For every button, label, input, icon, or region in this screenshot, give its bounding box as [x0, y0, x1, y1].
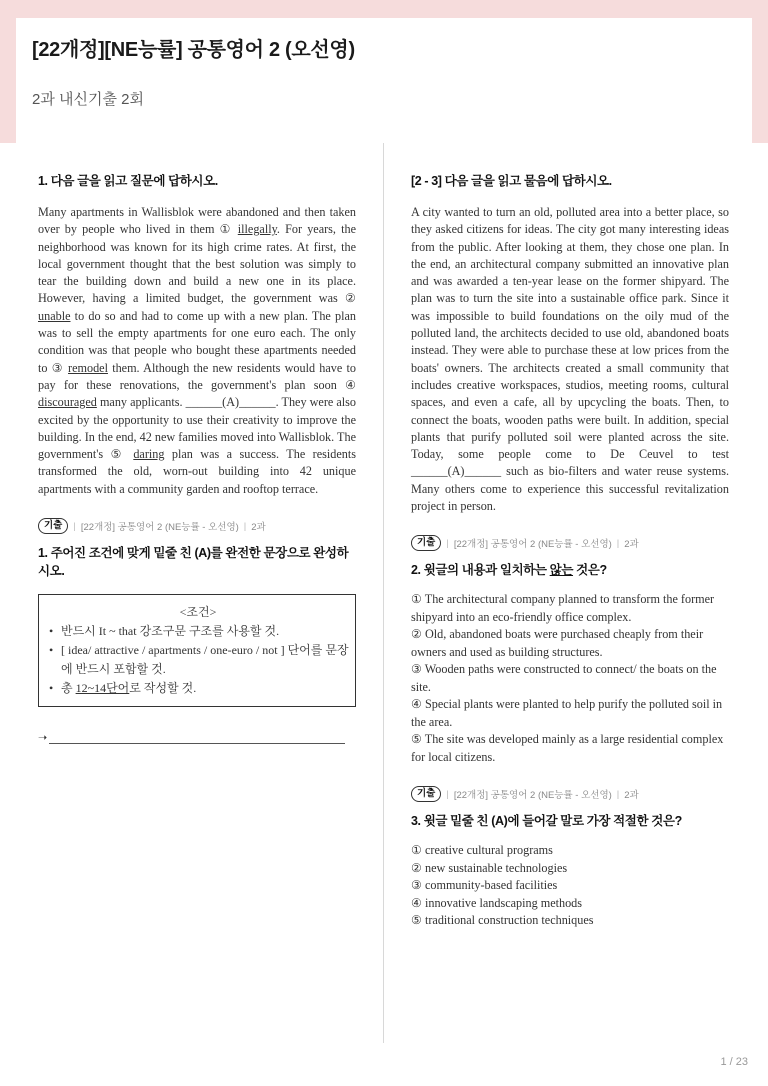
question-3-options	[411, 842, 729, 930]
underlined-word-5: daring	[133, 447, 165, 462]
question-2-title: 2. 윗글의 내용과 일치하는 않는 것은?	[411, 563, 607, 578]
question-source-tag: 기출 | [22개정] 공통영어 2 (NE능률 - 오선영) | 2과	[38, 518, 356, 534]
answer-option[interactable]: ② Old, abandoned boats were purchased cheaply from their owners and used as building structures.	[411, 627, 704, 659]
column-divider	[383, 143, 384, 1043]
source-text: [22개정] 공통영어 2 (NE능률 - 오선영)	[453, 790, 612, 802]
source-badge: 기출	[411, 786, 441, 802]
answer-option[interactable]: ⑤ traditional construction techniques	[411, 913, 594, 928]
answer-option[interactable]: ① creative cultural programs	[411, 843, 553, 858]
underlined-word-4: discouraged	[38, 395, 97, 410]
left-column	[38, 172, 356, 744]
document-subtitle: 2과 내신기출 2회	[32, 91, 144, 108]
source-text: [22개정] 공통영어 2 (NE능률 - 오선영)	[453, 539, 612, 551]
answer-option[interactable]: ② new sustainable technologies	[411, 860, 568, 875]
question-source-tag: 기출 | [22개정] 공통영어 2 (NE능률 - 오선영) | 2과	[411, 535, 729, 551]
arrow-icon: ➝	[38, 732, 48, 745]
underlined-word-2: unable	[38, 308, 71, 323]
source-badge: 기출	[411, 535, 441, 551]
answer-option[interactable]: ④ innovative landscaping methods	[411, 895, 583, 910]
source-lesson: 2과	[624, 539, 639, 551]
answer-option[interactable]: ① The architectural company planned to transform the former shipyard into an eco-friendly office complex.	[411, 592, 715, 624]
answer-option[interactable]: ⑤ The site was developed mainly as a large residential complex for local citizens.	[411, 732, 724, 764]
question-source-tag: 기출 | [22개정] 공통영어 2 (NE능률 - 오선영) | 2과	[411, 786, 729, 802]
answer-blank	[49, 735, 345, 744]
document-title: [22개정][NE능률] 공통영어 2 (오선영)	[32, 39, 355, 61]
source-lesson: 2과	[251, 522, 266, 534]
question-2-options	[411, 591, 729, 766]
answer-option[interactable]: ④ Special plants were planted to help purify the polluted soil in the area.	[411, 697, 723, 729]
underlined-word-3: remodel	[68, 360, 108, 375]
passage-2-heading: [2 - 3] 다음 글을 읽고 물음에 답하시오.	[411, 174, 612, 188]
source-text: [22개정] 공통영어 2 (NE능률 - 오선영)	[80, 522, 239, 534]
condition-item: • 총 12~14단어로 작성할 것.	[47, 679, 349, 698]
passage-1-heading: 1. 다음 글을 읽고 질문에 답하시오.	[38, 174, 218, 188]
passage-1-text: Many apartments in Wallisblok were abandoned and then taken over by people who lived in them ① illegally. For years, the neighborhood was known for its high crime rates. At first, the local government thought that the best solution was simply to tear the building down and build a new one in its place. However, having a limited budget, the government was ② unable to do so and had to come up with a new plan. The plan was to sell the empty apartments for one euro each. The only condition was that people who bought these apartments needed to ③ remodel them. Although the new residents would have to pay for these renovations, the government's plan soon ④ discouraged many applicants. ______(A)______. They were also excited by the opportunity to use their creativity to improve the building. In the end, 42 new families moved into Wallisblok. The government's ⑤ daring plan was a success. The residents transformed the old, worn-out building into 42 unique apartments with a community garden and rooftop terrace.	[38, 205, 356, 496]
passage-2-text: A city wanted to turn an old, polluted area into a better place, so they asked citizens for ideas. The city got many interesting ideas from the public. After looking at them, they chose one plan. In the end, an architectural company submitted an innovative plan and was awarded a ten-year lease on the former shipyard. The plan was to turn the site into a sustainable office park. Since it was impossible to build foundations on the oily mud of the polluted land, the architects decided to use old, abandoned boats instead. They were able to purchase these at low prices from the boats' owners. The architects created a small community that includes creative workspaces, studios, meeting rooms, cultural spaces, and even a cafe, all by upcycling the boats. Then, to connect the boats, wooden paths were built. In addition, special plants that purify polluted soil were planted across the site. Today, some people come to De Ceuvel to test ______(A)______ such as bio-filters and water reuse systems. Many others come to experience this successful revitalization project in person.	[411, 205, 729, 514]
condition-item: • [ idea/ attractive / apartments / one-euro / not ] 단어를 문장에 반드시 포함할 것.	[47, 641, 349, 679]
question-3-title: 3. 윗글 밑줄 친 (A)에 들어갈 말로 가장 적절한 것은?	[411, 814, 682, 829]
conditions-box	[38, 594, 356, 707]
condition-item: • 반드시 It ~ that 강조구문 구조를 사용할 것.	[47, 622, 349, 641]
source-badge: 기출	[38, 518, 68, 534]
source-lesson: 2과	[624, 790, 639, 802]
question-1-title: 1. 주어진 조건에 맞게 밑줄 친 (A)를 완전한 문장으로 완성하시오.	[38, 546, 349, 579]
answer-line[interactable]	[38, 731, 356, 744]
answer-option[interactable]: ③ Wooden paths were constructed to connect/ the boats on the site.	[411, 662, 717, 694]
page-number: 1 / 23	[720, 1056, 748, 1068]
conditions-title: <조건>	[179, 605, 217, 620]
underlined-word-1: illegally	[237, 222, 277, 237]
right-column	[411, 172, 729, 930]
answer-option[interactable]: ③ community-based facilities	[411, 878, 558, 893]
